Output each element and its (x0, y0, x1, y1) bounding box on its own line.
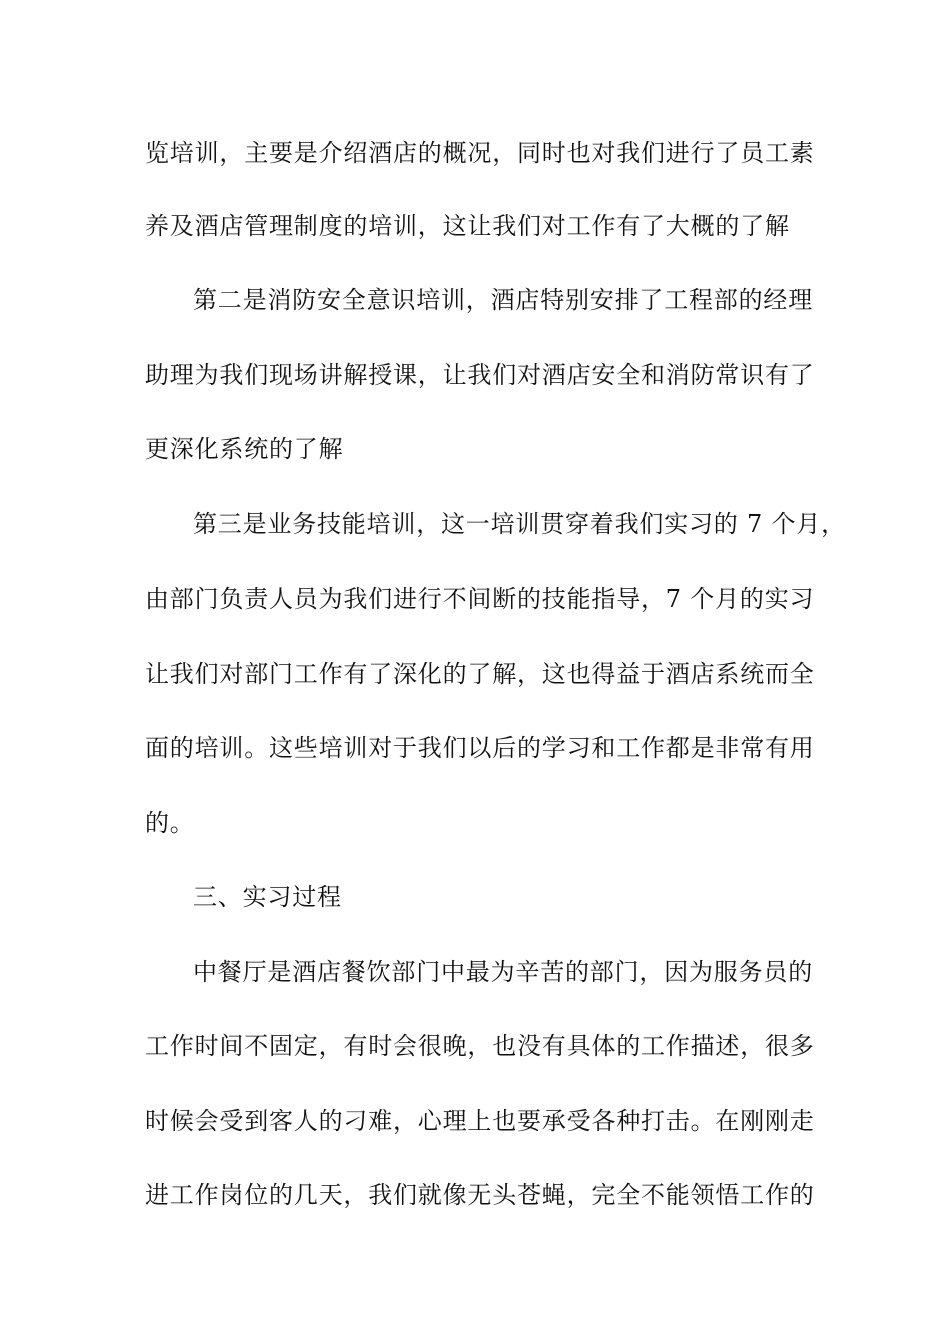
text-line: 工作时间不固定，有时会很晚，也没有具体的工作描述，很多 (145, 1032, 815, 1060)
text-line: 助理为我们现场讲解授课，让我们对酒店安全和消防常识有了 (145, 361, 815, 389)
text-line: 由部门负责人员为我们进行不间断的技能指导，7 个月的实习 (145, 585, 815, 613)
text-line: 览培训，主要是介绍酒店的概况，同时也对我们进行了员工素 (145, 139, 815, 167)
text-line: 的。 (145, 809, 195, 837)
text-line: 中餐厅是酒店餐饮部门中最为辛苦的部门，因为服务员的 (193, 958, 813, 986)
text-line: 更深化系统的了解 (145, 435, 344, 463)
text-line: 让我们对部门工作有了深化的了解，这也得益于酒店系统而全 (145, 660, 815, 688)
text-line: 面的培训。这些培训对于我们以后的学习和工作都是非常有用 (145, 734, 815, 762)
text-line: 第二是消防安全意识培训，酒店特别安排了工程部的经理 (193, 286, 813, 314)
section-heading: 三、实习过程 (193, 883, 342, 911)
text-line: 进工作岗位的几天，我们就像无头苍蝇，完全不能领悟工作的 (145, 1181, 815, 1209)
text-line: 第三是业务技能培训，这一培训贯穿着我们实习的 7 个月， (193, 510, 846, 538)
text-line: 时候会受到客人的刁难，心理上也要承受各种打击。在刚刚走 (145, 1107, 815, 1135)
text-line: 养及酒店管理制度的培训，这让我们对工作有了大概的了解 (145, 212, 790, 240)
